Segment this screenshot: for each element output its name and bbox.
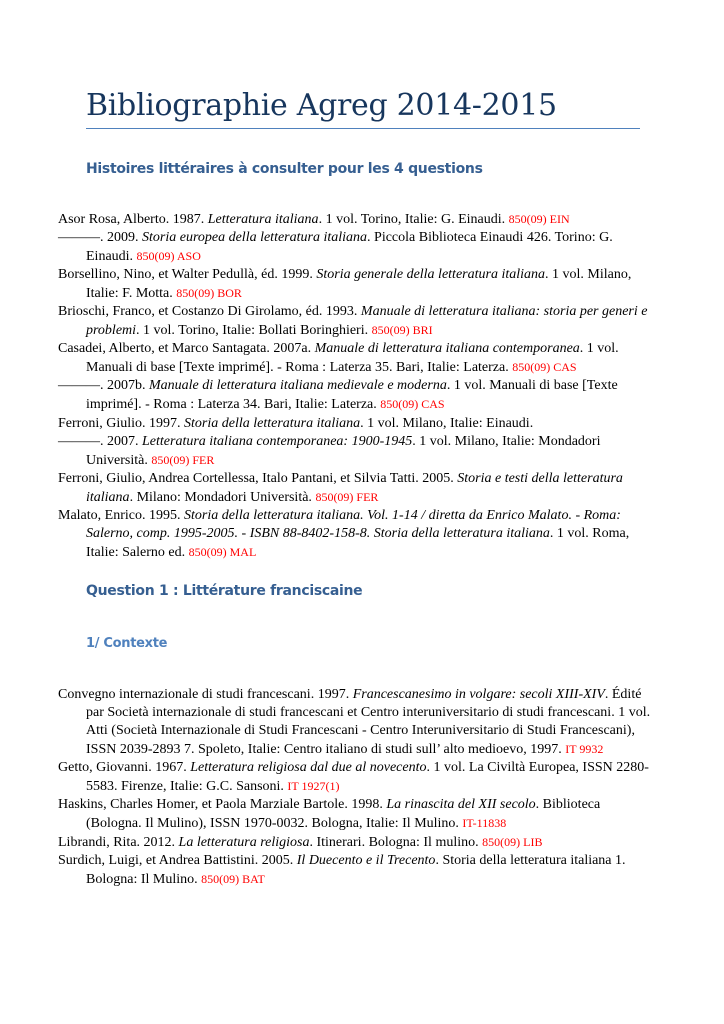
entry-call-number: 850(09) BAT [201, 872, 265, 886]
bibliography-entry [58, 266, 658, 303]
entry-title: Letteratura italiana contemporanea: 1900-1945 [142, 434, 413, 449]
entry-publication: . 1 vol. Roma, Italie: Salerno ed. [86, 526, 630, 560]
entry-call-number: 850(09) LIB [482, 835, 543, 849]
entry-publication: . Milano: Mondadori Università. [129, 490, 316, 505]
entry-call-number: 850(09) FER [315, 490, 379, 504]
document-title: Bibliographie Agreg 2014-2015 [86, 88, 557, 123]
bibliography-entry [58, 507, 658, 562]
entry-call-number: IT-11838 [462, 816, 507, 830]
entry-title: Storia europea della letteratura italiana [142, 230, 368, 245]
bibliography-entry [58, 852, 658, 889]
entry-publication: . 1 vol. Milano, Italie: Mondadori Università. [86, 434, 601, 468]
bibliography-contexte [58, 686, 658, 889]
bibliography-entry [58, 303, 658, 340]
bibliography-entry [58, 759, 658, 796]
entry-author-year: Surdich, Luigi, et Andrea Battistini. 2005. [58, 853, 297, 868]
entry-call-number: 850(09) EIN [508, 212, 570, 226]
entry-author-year: Malato, Enrico. 1995. [58, 508, 184, 523]
entry-call-number: IT 1927(1) [287, 779, 340, 793]
entry-title: Storia della letteratura italiana [184, 416, 361, 431]
entry-author-year: Ferroni, Giulio. 1997. [58, 416, 184, 431]
entry-author-year: Casadei, Alberto, et Marco Santagata. 2007a. [58, 341, 315, 356]
title-underline [86, 128, 640, 129]
heading-histoires: Histoires littéraires à consulter pour les 4 questions [86, 161, 483, 177]
entry-author-year: ———. 2009. [58, 230, 142, 245]
entry-publication: . 1 vol. Milano, Italie: F. Motta. [86, 267, 632, 301]
bibliography-entry [58, 414, 658, 433]
entry-author-year: ———. 2007b. [58, 378, 149, 393]
heading-question-1: Question 1 : Littérature franciscaine [86, 583, 363, 599]
entry-publication: . 1 vol. Milano, Italie: Einaudi. [360, 416, 534, 431]
bibliography-histoires [58, 210, 658, 562]
entry-author-year: Librandi, Rita. 2012. [58, 835, 179, 850]
entry-author-year: Borsellino, Nino, et Walter Pedullà, éd. 1999. [58, 267, 317, 282]
entry-title: La rinascita del XII secolo [386, 797, 536, 812]
bibliography-entry [58, 796, 658, 833]
bibliography-entry [58, 433, 658, 470]
bibliography-entry [58, 229, 658, 266]
entry-title: Manuale di letteratura italiana: storia per generi e problemi [86, 304, 648, 338]
entry-call-number: IT 9932 [565, 742, 604, 756]
entry-title: Francescanesimo in volgare: secoli XIII-XIV [352, 687, 605, 702]
entry-title: Manuale di letteratura italiana medievale e moderna [149, 378, 447, 393]
entry-title: Manuale di letteratura italiana contemporanea [314, 341, 580, 356]
entry-publication: . Itinerari. Bologna: Il mulino. [309, 835, 483, 850]
entry-publication: . Biblioteca (Bologna. Il Mulino), ISSN 1970-0032. Bologna, Italie: Il Mulino. [86, 797, 601, 831]
bibliography-entry [58, 833, 658, 852]
heading-contexte: 1/ Contexte [86, 636, 168, 651]
entry-publication: . Storia della letteratura italiana 1. Bologna: Il Mulino. [86, 853, 626, 887]
entry-author-year: Asor Rosa, Alberto. 1987. [58, 212, 208, 227]
entry-publication: . 1 vol. Manuali di base [Texte imprimé]. - Roma : Laterza 35. Bari, Italie: Laterza. [86, 341, 619, 375]
entry-title: La letteratura religiosa [178, 835, 310, 850]
entry-author-year: Getto, Giovanni. 1967. [58, 760, 191, 775]
bibliography-entry [58, 340, 658, 377]
entry-call-number: 850(09) FER [151, 453, 215, 467]
entry-title: Storia della letteratura italiana. Vol. 1-14 / diretta da Enrico Malato. - Roma: Salerno, comp. 1995-2005. - ISBN 88-8402-158-8. Storia della letteratura italiana [86, 508, 621, 541]
entry-author-year: Brioschi, Franco, et Costanzo Di Girolamo, éd. 1993. [58, 304, 361, 319]
entry-publication: . 1 vol. Manuali di base [Texte imprimé]. - Roma : Laterza 34. Bari, Italie: Laterza. [86, 378, 618, 412]
bibliography-entry [58, 470, 658, 507]
entry-title: Letteratura italiana [207, 212, 319, 227]
entry-call-number: 850(09) BOR [176, 286, 242, 300]
entry-call-number: 850(09) CAS [512, 360, 577, 374]
entry-publication: . Piccola Biblioteca Einaudi 426. Torino: G. Einaudi. [86, 230, 613, 264]
entry-author-year: ———. 2007. [58, 434, 142, 449]
entry-call-number: 850(09) CAS [380, 397, 445, 411]
entry-author-year: Haskins, Charles Homer, et Paola Marziale Bartole. 1998. [58, 797, 387, 812]
entry-publication: . 1 vol. La Civiltà Europea, ISSN 2280-5583. Firenze, Italie: G.C. Sansoni. [86, 760, 649, 794]
entry-call-number: 850(09) MAL [188, 545, 257, 559]
bibliography-entry [58, 377, 658, 414]
entry-title: Storia e testi della letteratura italiana [86, 471, 623, 505]
bibliography-entry [58, 210, 658, 229]
entry-title: Il Duecento e il Trecento [296, 853, 436, 868]
entry-author-year: Convegno internazionale di studi francescani. 1997. [58, 687, 353, 702]
entry-author-year: Ferroni, Giulio, Andrea Cortellessa, Italo Pantani, et Silvia Tatti. 2005. [58, 471, 458, 486]
entry-publication: . Édité par Società internazionale di studi francescani et Centro interuniversitario di studi francescani. 1 vol. Atti (Società Internazionale di Studi Francescani - Centro Interuniversitario di Studi Francescani), ISSN 2039-2893 7. Spoleto, Italie: Centro italiano di studi sull’ alto medioevo, 1997. [86, 687, 651, 757]
entry-title: Storia generale della letteratura italiana [316, 267, 546, 282]
entry-publication: . 1 vol. Torino, Italie: G. Einaudi. [318, 212, 509, 227]
entry-call-number: 850(09) ASO [136, 249, 201, 263]
entry-call-number: 850(09) BRI [371, 323, 433, 337]
entry-title: Letteratura religiosa dal due al novecento [190, 760, 427, 775]
bibliography-entry [58, 686, 658, 759]
entry-publication: . 1 vol. Torino, Italie: Bollati Boringhieri. [136, 323, 372, 338]
